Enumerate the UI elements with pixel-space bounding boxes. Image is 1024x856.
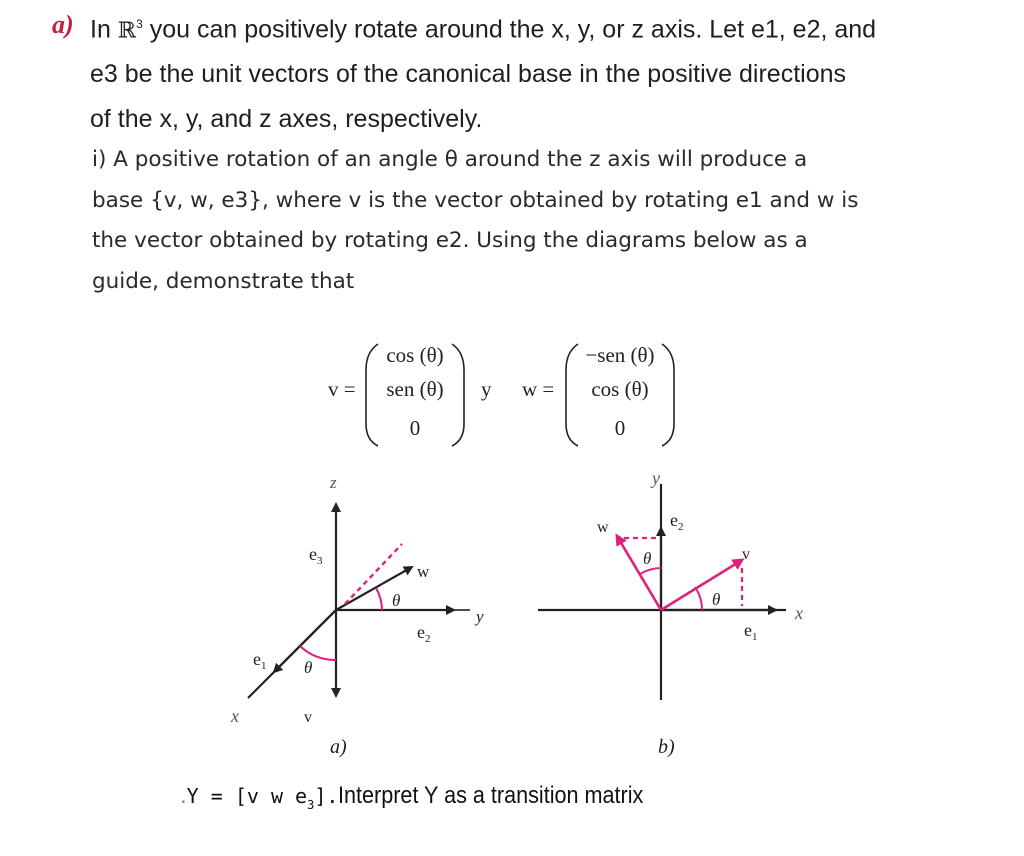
final-lead: . — [180, 782, 187, 809]
final-text: Interpret Y as a transition matrix — [338, 782, 644, 809]
a-e3-label: $e_3$ — [309, 544, 323, 567]
task-line-4: guide, demonstrate that — [92, 268, 355, 294]
b-e2-label: $e_2$ — [670, 510, 684, 533]
a-v-label: v — [304, 709, 312, 726]
final-line — [180, 782, 678, 812]
final-matrix-sub: 3 — [307, 797, 315, 812]
b-theta-right-label: θ — [712, 590, 721, 609]
b-theta-arc-top — [640, 568, 661, 574]
task-paragraph — [92, 140, 992, 302]
real-space-exponent: 3 — [136, 17, 143, 31]
w-entry-2: cos (θ) — [591, 377, 649, 401]
a-theta-top-label: θ — [392, 591, 401, 610]
v-entry-2: sen (θ) — [386, 377, 444, 401]
a-theta-arc-top — [376, 588, 382, 610]
part-label: a) — [52, 10, 74, 39]
b-w-arrow — [617, 536, 661, 610]
b-e1-label: $e_1$ — [744, 620, 758, 643]
intro-line-1 — [90, 2, 1000, 52]
intro-line-3: of the x, y, and z axes, respectively. — [90, 105, 483, 134]
b-caption: b) — [658, 736, 675, 758]
b-v-label: v — [742, 546, 750, 563]
task-line-2: base {v, w, e3}, where v is the vector obtained by rotating e1 and w is — [92, 187, 859, 213]
w-entry-3: 0 — [614, 416, 626, 440]
diagram-b — [538, 468, 803, 758]
a-caption: a) — [330, 736, 347, 758]
task-line-1: i) A positive rotation of an angle θ around the z axis will produce a — [92, 147, 808, 172]
a-theta-bottom-label: θ — [304, 658, 313, 677]
final-matrix-close: ]. — [314, 784, 339, 808]
a-w-arrow — [336, 567, 412, 610]
diagram-a — [230, 473, 484, 758]
intro-line-2: e3 be the unit vectors of the canonical base in the positive directions — [90, 60, 847, 89]
v-entry-3: 0 — [409, 416, 421, 440]
intro-line-1-pre: In — [90, 15, 118, 44]
b-w-label: w — [597, 519, 609, 536]
intro-paragraph — [90, 2, 1000, 142]
task-line-3: the vector obtained by rotating e2. Using the diagrams below as a — [92, 228, 808, 253]
a-e2-label: $e_2$ — [417, 622, 431, 645]
real-space-symbol: ℝ — [117, 17, 137, 43]
b-axis-y-label: y — [652, 468, 660, 488]
a-e1-label: $e_1$ — [253, 649, 267, 672]
w-lhs: w = — [522, 377, 555, 401]
b-axis-x-label: x — [795, 603, 803, 623]
b-theta-top-label: θ — [643, 549, 652, 568]
a-axis-z-label: z — [330, 473, 337, 492]
a-axis-y-label: y — [476, 607, 484, 626]
a-axis-x-label: x — [231, 706, 239, 726]
final-matrix-expr: Y = [v w e — [186, 784, 308, 808]
v-lhs: v = — [328, 377, 356, 401]
b-theta-arc-right — [695, 587, 702, 610]
w-entry-1: −sen (θ) — [585, 343, 655, 367]
intro-line-1-post: you can positively rotate around the x, y, or z axis. Let e1, e2, and — [142, 15, 877, 44]
a-w-label: w — [417, 562, 430, 581]
connector: y — [481, 377, 492, 401]
rotation-diagrams — [0, 460, 1024, 770]
v-entry-1: cos (θ) — [386, 343, 444, 367]
